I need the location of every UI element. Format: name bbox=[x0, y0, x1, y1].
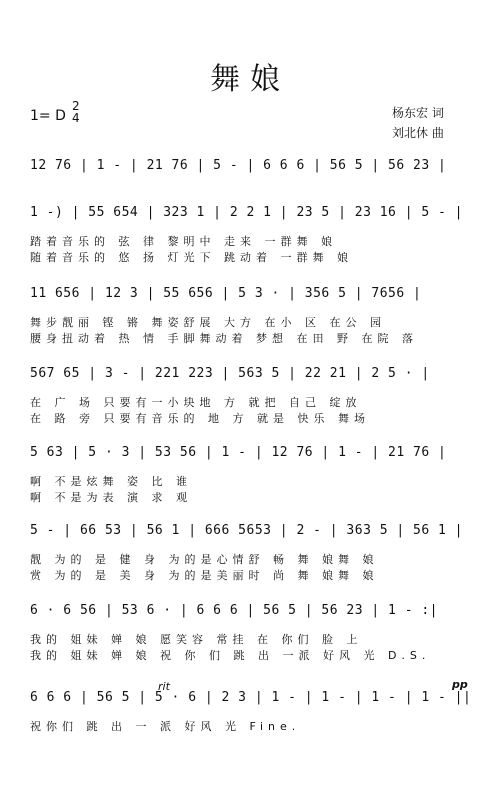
lyric-line: 随着音乐的 悠 扬 灯光下 跳动着 一群舞 娘 bbox=[30, 251, 353, 264]
pp-mark: pp bbox=[452, 678, 468, 691]
lyric-line: 踏着音乐的 弦 律 黎明中 走来 一群舞 娘 bbox=[30, 235, 337, 248]
notation-line: 1 -) | 55 654 | 323 1 | 2 2 1 | 23 5 | 23 16 | 5 - | bbox=[30, 205, 463, 220]
key-signature: 1= D bbox=[30, 108, 66, 124]
lyricist-credit: 杨东宏 词 bbox=[392, 106, 444, 120]
lyric-line: 啊 不是炫舞 姿 比 谁 bbox=[30, 475, 192, 488]
lyric-line: 靓 为的 是 健 身 为的是心情舒 畅 舞 娘舞 娘 bbox=[30, 553, 379, 566]
time-signature-top: 2 bbox=[72, 99, 80, 113]
notation-line: 5 - | 66 53 | 56 1 | 666 5653 | 2 - | 363 5 | 56 1 | bbox=[30, 523, 463, 538]
time-signature-bottom: 4 bbox=[72, 111, 80, 125]
lyric-line: 舞步靓丽 铿 锵 舞姿舒展 大方 在小 区 在公 园 bbox=[30, 316, 386, 329]
lyric-line: 我的 姐妹 婵 娘 祝 你 们 跳 出 一派 好风 光 D.S. bbox=[30, 649, 431, 662]
notation-line: 5 63 | 5 · 3 | 53 56 | 1 - | 12 76 | 1 - | 21 76 | bbox=[30, 445, 447, 460]
notation-line: 11 656 | 12 3 | 55 656 | 5 3 · | 356 5 | 7656 | bbox=[30, 286, 422, 301]
composer-credit: 刘北休 曲 bbox=[392, 126, 444, 140]
lyric-line: 赏 为的 是 美 身 为的是美丽时 尚 舞 娘舞 娘 bbox=[30, 569, 379, 582]
lyric-line: 祝你们 跳 出 一 派 好风 光 Fine. bbox=[30, 720, 301, 733]
notation-line: 567 65 | 3 - | 221 223 | 563 5 | 22 21 | 2 5 · | bbox=[30, 366, 430, 381]
notation-line: 6 · 6 56 | 53 6 · | 6 6 6 | 56 5 | 56 23 | 1 - :| bbox=[30, 603, 439, 618]
lyric-line: 腰身扭动着 热 情 手脚舞动着 梦想 在田 野 在院 落 bbox=[30, 332, 418, 345]
lyric-line: 我的 姐妹 婵 娘 愿笑容 常挂 在 你们 脸 上 bbox=[30, 633, 363, 646]
song-title: 舞娘 bbox=[210, 62, 290, 97]
rit-mark: rit bbox=[158, 680, 170, 693]
time-signature bbox=[72, 100, 80, 124]
lyric-line: 在 路 旁 只要有音乐的 地 方 就是 快乐 舞场 bbox=[30, 412, 370, 425]
notation-line: 6 6 6 | 56 5 | 5 · 6 | 2 3 | 1 - | 1 - | 1 - | 1 - || bbox=[30, 690, 472, 705]
lyric-line: 在 广 场 只要有一小块地 方 就把 自己 绽放 bbox=[30, 396, 362, 409]
lyric-line: 啊 不是为表 演 求 观 bbox=[30, 491, 192, 504]
notation-line: 12 76 | 1 - | 21 76 | 5 - | 6 6 6 | 56 5 | 56 23 | bbox=[30, 158, 447, 173]
